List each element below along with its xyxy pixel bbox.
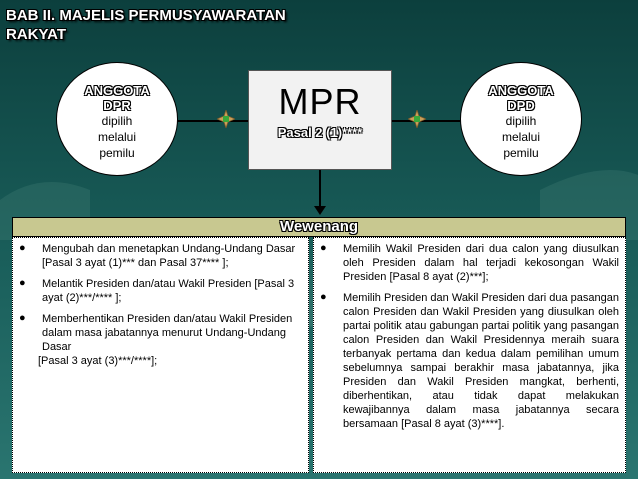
dpr-body-line2: melalui bbox=[97, 130, 136, 144]
list-item: ● Memilih Wakil Presiden dari dua calon yang diusulkan oleh Presiden dalam hal terjadi kekosongan Wakil Presiden [Pasal 8 ayat (2)***]; bbox=[318, 242, 619, 284]
mpr-title: MPR bbox=[278, 81, 362, 122]
wewenang-left-column bbox=[12, 237, 309, 473]
slide-title-line2: RAKYAT bbox=[6, 26, 67, 43]
wewenang-header: Wewenang bbox=[12, 217, 626, 237]
down-arrow-icon bbox=[314, 206, 326, 215]
mpr-dpd-connector bbox=[392, 120, 460, 122]
wewenang-right-column bbox=[313, 237, 626, 473]
dpd-body-line2: melalui bbox=[501, 130, 540, 144]
mpr-subtitle: Pasal 2 (1)**** bbox=[277, 125, 363, 140]
dpr-mpr-connector bbox=[178, 120, 248, 122]
dpr-heading-line1: ANGGOTA bbox=[84, 83, 150, 98]
list-item-text: Memberhentikan Presiden dan/atau Wakil Presiden dalam masa jabatannya menurut Undang-Undang Dasar bbox=[42, 313, 293, 353]
slide-title bbox=[6, 6, 366, 44]
left-connector-diamond-icon bbox=[217, 110, 235, 128]
list-item: ● Memilih Presiden dan Wakil Presiden dari dua pasangan calon Presiden dan Wakil Presiden yang diusulkan oleh partai politik atau gabungan partai politik yang pasangan calon Presiden dan Wakil Presidennya meraih suara terbanyak pertama dan kedua dalam pemilihan umum sebelumnya sampai berakhir masa jabatannya, jika Presiden dan Wakil Presiden mangkat, berhenti, diberhentikan, atau tidak dapat melakukan kewajibannya dalam masa jabatannya secara bersamaan [Pasal 8 ayat (3)****]. bbox=[318, 291, 619, 431]
list-item-citation: [Pasal 3 ayat (3)***/****]; bbox=[38, 355, 158, 367]
dpd-body-line3: pemilu bbox=[503, 146, 539, 160]
dpd-heading-line2: DPD bbox=[507, 98, 535, 113]
dpd-heading-line1: ANGGOTA bbox=[488, 83, 554, 98]
list-item: ● Melantik Presiden dan/atau Wakil Presiden [Pasal 3 ayat (2)***/**** ]; bbox=[17, 277, 302, 305]
list-item: ● Mengubah dan menetapkan Undang-Undang Dasar [Pasal 3 ayat (1)*** dan Pasal 37**** ]; bbox=[17, 242, 302, 270]
dpr-circle bbox=[56, 62, 178, 176]
dpd-circle bbox=[460, 62, 582, 176]
mpr-box bbox=[248, 70, 392, 170]
dpr-heading-line2: DPR bbox=[103, 98, 131, 113]
slide-title-line1: BAB II. MAJELIS PERMUSYAWARATAN bbox=[6, 7, 286, 24]
dpr-body-line1: dipilih bbox=[101, 114, 133, 128]
list-item bbox=[17, 312, 302, 368]
dpd-body-line1: dipilih bbox=[505, 114, 537, 128]
right-connector-diamond-icon bbox=[408, 110, 426, 128]
dpr-body-line3: pemilu bbox=[99, 146, 135, 160]
mpr-down-arrow-line bbox=[319, 170, 321, 210]
